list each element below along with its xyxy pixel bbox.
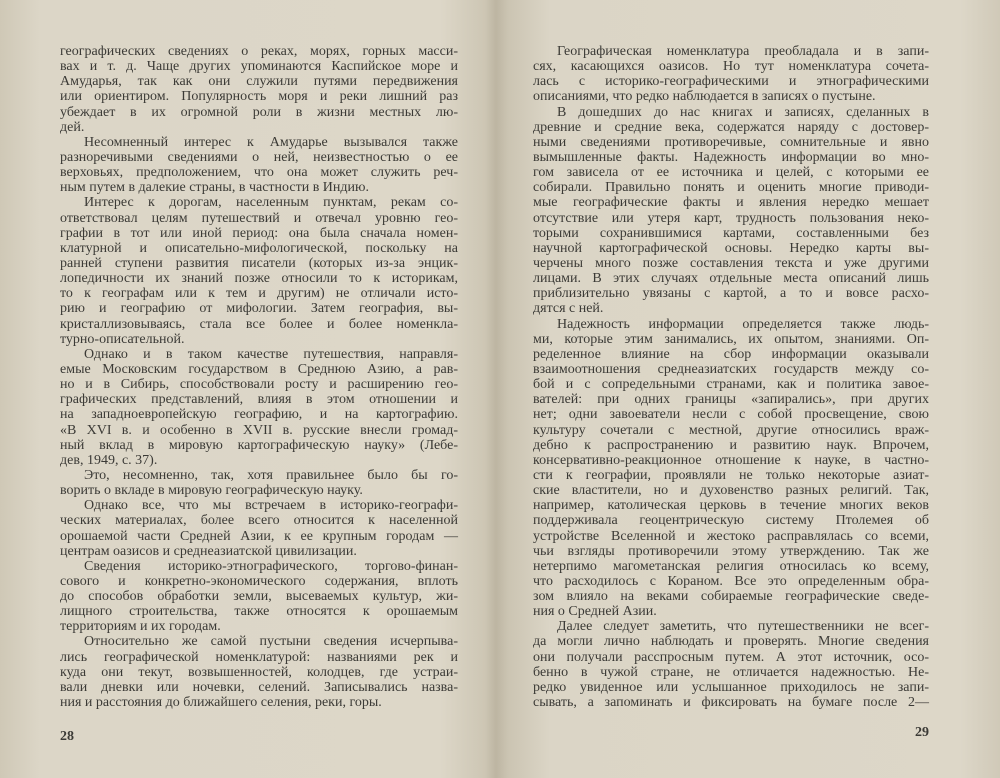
text-line: клатурной и описательно-мифологической, поскольку на: [60, 240, 458, 256]
page-number-left: 28: [60, 729, 74, 744]
text-line: поддерживала геоцентрическую систему Птолемея об: [533, 513, 929, 529]
text-line: да могли лично наблюдать и проверять. Многие сведения: [533, 634, 929, 650]
text-line: Географическая номенклатура преобладала и в запи-: [557, 44, 929, 59]
text-line: ворить о вкладе в мировую географическую науку.: [60, 483, 363, 499]
text-line: дебно к распространению и развитию наук. Впрочем,: [533, 437, 929, 453]
text-line: ным путем в далекие страны, в частности в Индию.: [60, 180, 369, 196]
text-line: описаниями, что редко наблюдается в записях о пустыне.: [533, 89, 876, 105]
paragraph: [60, 634, 458, 710]
text-line: дей.: [60, 119, 85, 135]
text-line: Это, несомненно, так, хотя правильнее было бы го-: [84, 467, 458, 483]
text-line: сывать, а запоминать и фиксировать на бумаге после 2—: [533, 695, 929, 711]
text-line: нет; одни завоеватели несли с собой просвещение, свою: [533, 407, 929, 423]
text-line: Далее следует заметить, что путешественники не всег-: [557, 619, 929, 635]
text-line: центрам оазисов и среднеазиатской цивилизации.: [60, 543, 357, 559]
text-line: то к географам или к тем и другим) не отличали исто-: [60, 286, 458, 302]
text-line: лопедичности их знаний позже относили то к историкам,: [60, 271, 458, 287]
text-line: что расходилось с Кораном. Все это определенным обра-: [533, 573, 929, 589]
text-line: ми, которые этим занимались, их опытом, знаниями. Оп-: [533, 331, 929, 347]
text-line: ределенное влияние на сбор информации оказывали: [533, 346, 929, 362]
text-line: древние и средние века, содержатся наряду с достовер-: [533, 119, 929, 135]
text-line: гом зависела от ее источника и целей, с которыми ее: [533, 165, 929, 181]
paragraph: [60, 498, 458, 559]
text-line: ный вклад в мировую картографическую науку» (Лебе-: [60, 437, 458, 453]
text-line: консервативно-реакционное отношение к науке, в частно-: [533, 452, 929, 468]
text-line: «В XVI в. и особенно в XVII в. русские внесли громад-: [60, 422, 458, 438]
text-line: на западноевропейскую географию, и на картографию.: [60, 407, 458, 423]
text-line: Однако и в таком качестве путешествия, направля-: [84, 346, 458, 362]
text-line: графии в тот или иной период: она была сначала номен-: [60, 225, 458, 241]
text-line: редко увиденное или услышанное приходилось не запи-: [533, 679, 929, 695]
text-line: ранней ступени развития писатели (которых из-за энцик-: [60, 255, 458, 271]
page-number-right: 29: [915, 725, 929, 740]
paragraph: [533, 105, 929, 317]
text-line: географических сведениях о реках, морях, горных масси-: [60, 44, 458, 59]
paragraph: [60, 468, 458, 498]
text-line: черчены много позже составления текста и уже другими: [533, 255, 929, 271]
text-line: собирали. Правильно понять и оценить многие приводи-: [533, 180, 929, 196]
text-line: лицами. В этих случаях отдельные места описаний лишь: [533, 271, 929, 287]
paragraph: [533, 619, 929, 710]
text-line: орошаемой части Средней Азии, к ее крупным городам —: [60, 528, 458, 544]
text-line: культуру сочетали с местной, другие относились враж-: [533, 422, 929, 438]
text-line: отсутствие или утеря карт, трудность пользования неко-: [533, 210, 929, 226]
text-line: вымышленные факты. Надежность информации во мно-: [533, 149, 929, 165]
text-line: до способов обработки земли, высеваемых культур, жи-: [60, 589, 458, 605]
text-line: Сведения историко-этнографического, торгово-финан-: [84, 558, 458, 574]
left-page-text: [60, 44, 458, 710]
text-line: вах и т. д. Чаще других упоминаются Каспийское море и: [60, 59, 458, 75]
paragraph: [60, 135, 458, 196]
text-line: Однако все, что мы встречаем в историко-географи-: [84, 498, 458, 514]
text-line: сях, касающихся оазисов. Но тут номенклатура сочета-: [533, 59, 929, 75]
text-line: бой и с сопредельными странами, как и политика завое-: [533, 377, 929, 393]
text-line: территориям и их городам.: [60, 619, 221, 635]
text-line: чьи взгляды противоречили этому утверждению. Так же: [533, 543, 929, 559]
text-line: ными сведениями противоречивые, сомнительные и явно: [533, 134, 929, 150]
text-line: Относительно же самой пустыни сведения исчерпыва-: [84, 634, 458, 650]
text-line: В дошедших до нас книгах и записях, сделанных в: [557, 104, 929, 120]
text-line: приблизительно увязаны с картой, а то и вовсе расхо-: [533, 286, 929, 302]
text-line: Амударья, так как они служили путями передвижения: [60, 74, 458, 90]
right-page-text: [533, 44, 929, 710]
text-line: ские властители, но и духовенство разных религий. Так,: [533, 483, 929, 499]
text-line: сти к географии, проявляли не только некоторые азиат-: [533, 467, 929, 483]
text-line: вали дневки или ночевки, селений. Записывались назва-: [60, 679, 458, 695]
paragraph: [60, 347, 458, 468]
text-line: нетерпимо магометанская религия относилась ко всему,: [533, 558, 929, 574]
text-line: куда они текут, возвышенностей, колодцев, где устраи-: [60, 664, 458, 680]
paragraph: [60, 195, 458, 346]
text-line: Интерес к дорогам, населенным пунктам, рекам со-: [84, 195, 458, 211]
text-line: ния и расстояния до ближайшего селения, реки, горы.: [60, 695, 382, 711]
text-line: например, католическая церковь в течение многих веков: [533, 498, 929, 514]
text-line: Надежность информации определяется также людь-: [557, 316, 929, 332]
text-line: устройстве Вселенной и жестоко расправлялась со всеми,: [533, 528, 929, 544]
text-line: мые географические факты и явления нередко мешает: [533, 195, 929, 211]
text-line: ответствовал целям путешествий и отвечал уровню гео-: [60, 210, 458, 226]
text-line: лась с историко-географическими и этнографическими: [533, 74, 929, 90]
text-line: или ориентиром. Популярность моря и реки лишний раз: [60, 89, 458, 105]
text-line: турно-описательной.: [60, 331, 185, 347]
text-line: ческих материалах, более всего относится к населенной: [60, 513, 458, 529]
text-line: лищного строительства, также относятся к орошаемым: [60, 604, 458, 620]
text-line: сового и конкретно-экономического содержания, вплоть: [60, 573, 458, 589]
paragraph: [60, 44, 458, 135]
text-line: убеждает в их огромной роли в жизни местных лю-: [60, 104, 458, 120]
text-line: кристаллизовываясь, стала все более и более номенкла-: [60, 316, 458, 332]
text-line: ния о Средней Азии.: [533, 604, 657, 620]
text-line: графических представлений, влияя в этом отношении и: [60, 392, 458, 408]
text-line: но и в Сибирь, способствовали росту и расширению гео-: [60, 377, 458, 393]
text-line: бенно в чужой стране, не отличается надежностью. Не-: [533, 664, 929, 680]
text-line: рию и географию от мифологии. Затем география, вы-: [60, 301, 458, 317]
paragraph: [60, 559, 458, 635]
text-line: лись географической номенклатурой: названиями рек и: [60, 649, 458, 665]
text-line: взаимоотношения среднеазиатских государств между со-: [533, 361, 929, 377]
text-line: научной картографической основы. Нередко карты вы-: [533, 240, 929, 256]
text-line: разноречивыми сведениями о ней, неизвестностью о ее: [60, 149, 458, 165]
text-line: торыми сохранившимися картами, составленными без: [533, 225, 929, 241]
text-line: дятся с ней.: [533, 301, 604, 317]
text-line: зом влияло на веками собираемые географические сведе-: [533, 589, 929, 605]
text-line: емые Московским государством в Среднюю Азию, а рав-: [60, 361, 458, 377]
text-line: дев, 1949, с. 37).: [60, 452, 158, 468]
text-line: они получали расспросным путем. А этот источник, осо-: [533, 649, 929, 665]
text-line: верховьях, предположением, что она может служить реч-: [60, 165, 458, 181]
paragraph: [533, 317, 929, 620]
text-line: вателей: при одних границы «запирались», при других: [533, 392, 929, 408]
paragraph: [533, 44, 929, 105]
text-line: Несомненный интерес к Амударье вызывался также: [84, 134, 458, 150]
